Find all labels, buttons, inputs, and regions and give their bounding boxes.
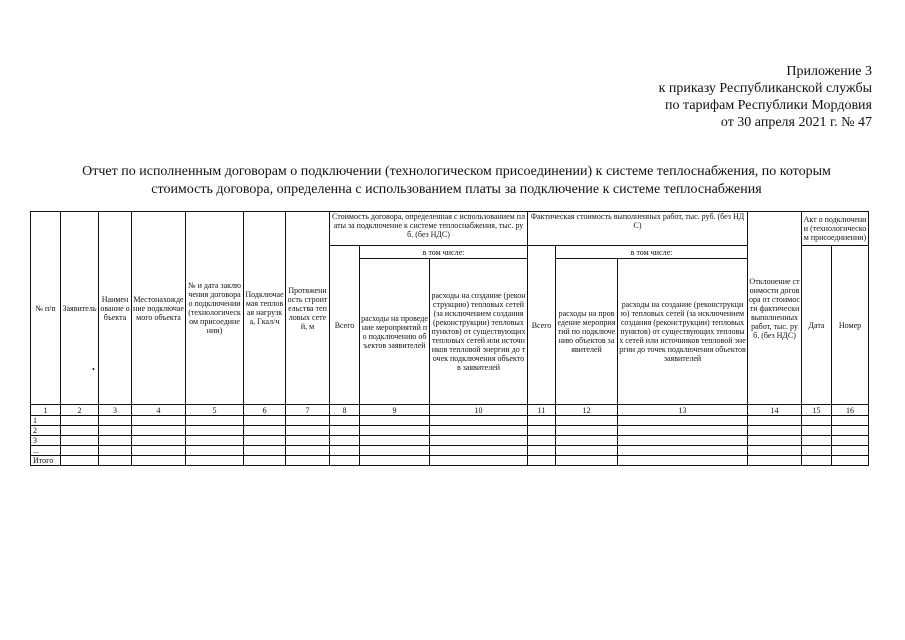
empty-cell — [802, 446, 832, 456]
header-deviation: Отклонение стоимости договора от стоимости фактически выполненных работ, тыс. руб. (без НДС) — [748, 212, 802, 405]
empty-cell — [832, 446, 869, 456]
empty-cell — [186, 446, 244, 456]
header-contract-total: Всего — [330, 246, 360, 405]
header-act-date: Дата — [802, 246, 832, 405]
empty-cell — [556, 456, 618, 466]
empty-cell — [556, 426, 618, 436]
header-actual-total: Всего — [528, 246, 556, 405]
report-title-line-1: Отчет по исполненным договорам о подключении (технологическом присоединении) к системе теплоснабжения, по которым — [82, 164, 831, 179]
bullet-mark: • — [92, 365, 95, 374]
empty-cell — [61, 456, 99, 466]
empty-cell — [430, 426, 528, 436]
empty-cell — [99, 436, 132, 446]
row-label-cell: 3 — [31, 436, 61, 446]
column-number-cell: 2 — [61, 405, 99, 416]
column-number-cell: 10 — [430, 405, 528, 416]
empty-cell — [360, 446, 430, 456]
column-number-cell: 11 — [528, 405, 556, 416]
empty-cell — [556, 416, 618, 426]
empty-cell — [99, 416, 132, 426]
header-connection-act-group: Акт о подключении (технологическом присоединении) — [802, 212, 869, 246]
empty-cell — [330, 436, 360, 446]
empty-cell — [748, 446, 802, 456]
row-label-cell: 2 — [31, 426, 61, 436]
empty-cell — [430, 446, 528, 456]
empty-cell — [832, 426, 869, 436]
column-number-cell: 9 — [360, 405, 430, 416]
empty-cell — [286, 446, 330, 456]
table-row — [31, 456, 869, 466]
empty-cell — [244, 436, 286, 446]
empty-cell — [61, 436, 99, 446]
empty-cell — [132, 436, 186, 446]
empty-cell — [832, 456, 869, 466]
report-table — [30, 211, 869, 466]
table-row — [31, 436, 869, 446]
empty-cell — [430, 436, 528, 446]
column-number-cell: 12 — [556, 405, 618, 416]
empty-cell — [618, 416, 748, 426]
empty-cell — [132, 416, 186, 426]
appendix-line-4: от 30 апреля 2021 г. № 47 — [720, 115, 872, 130]
column-number-cell: 1 — [31, 405, 61, 416]
empty-cell — [99, 456, 132, 466]
column-number-cell: 5 — [186, 405, 244, 416]
empty-cell — [748, 426, 802, 436]
empty-cell — [556, 436, 618, 446]
empty-cell — [61, 446, 99, 456]
table-row — [31, 416, 869, 426]
empty-cell — [286, 416, 330, 426]
empty-cell — [618, 446, 748, 456]
empty-cell — [802, 436, 832, 446]
empty-cell — [330, 446, 360, 456]
header-contract-network-costs: расходы на создание (реконструкцию) тепловых сетей (за исключением создания (реконструкции) тепловых пунктов) от существующих тепловых сетей или источников тепловой энергии до точек подключения объектов заявителей — [430, 259, 528, 405]
empty-cell — [286, 456, 330, 466]
column-number-cell: 16 — [832, 405, 869, 416]
empty-cell — [360, 416, 430, 426]
empty-cell — [618, 436, 748, 446]
header-heat-load: Подключаемая тепловая нагрузка, Гкал/ч — [244, 212, 286, 405]
header-contract-including: в том числе: — [360, 246, 528, 259]
column-number-row — [31, 405, 869, 416]
empty-cell — [802, 426, 832, 436]
empty-cell — [330, 426, 360, 436]
column-number-cell: 6 — [244, 405, 286, 416]
header-applicant: Заявитель — [61, 212, 99, 405]
empty-cell — [132, 446, 186, 456]
empty-cell — [528, 456, 556, 466]
appendix-line-1: Приложение 3 — [786, 64, 872, 79]
column-number-cell: 15 — [802, 405, 832, 416]
table-row — [31, 426, 869, 436]
column-number-cell: 14 — [748, 405, 802, 416]
empty-cell — [832, 416, 869, 426]
report-title — [30, 163, 883, 199]
empty-cell — [430, 456, 528, 466]
empty-cell — [832, 436, 869, 446]
table-row — [31, 446, 869, 456]
column-number-cell: 13 — [618, 405, 748, 416]
empty-cell — [330, 456, 360, 466]
header-contract-number-date: № и дата заключения договора о подключении (технологическом присоединении) — [186, 212, 244, 405]
empty-cell — [61, 416, 99, 426]
header-object-name: Наименование объекта — [99, 212, 132, 405]
appendix-line-3: по тарифам Республики Мордовия — [665, 98, 872, 113]
column-number-cell: 4 — [132, 405, 186, 416]
empty-cell — [286, 436, 330, 446]
empty-cell — [360, 426, 430, 436]
row-label-cell: Итого — [31, 456, 61, 466]
empty-cell — [360, 436, 430, 446]
column-number-cell: 7 — [286, 405, 330, 416]
empty-cell — [330, 416, 360, 426]
row-label-cell: 1 — [31, 416, 61, 426]
appendix-block — [542, 63, 872, 131]
empty-cell — [556, 446, 618, 456]
empty-cell — [528, 416, 556, 426]
empty-cell — [430, 416, 528, 426]
empty-cell — [748, 436, 802, 446]
empty-cell — [748, 456, 802, 466]
empty-cell — [186, 456, 244, 466]
empty-cell — [802, 416, 832, 426]
header-actual-network-costs: расходы на создание (реконструкцию) тепловых сетей (за исключением создания (реконструкции) тепловых пунктов) от существующих тепловых сетей или источников тепловой энергии до точек подключения объектов заявителей — [618, 259, 748, 405]
empty-cell — [132, 426, 186, 436]
empty-cell — [244, 416, 286, 426]
empty-cell — [618, 426, 748, 436]
table-body — [31, 416, 869, 466]
empty-cell — [244, 426, 286, 436]
header-object-location: Местонахождение подключаемого объекта — [132, 212, 186, 405]
empty-cell — [186, 426, 244, 436]
header-network-length: Протяженность строительства тепловых сетей, м — [286, 212, 330, 405]
header-act-number: Номер — [832, 246, 869, 405]
empty-cell — [528, 426, 556, 436]
empty-cell — [802, 456, 832, 466]
empty-cell — [286, 426, 330, 436]
header-row-number: № п/п — [31, 212, 61, 405]
row-label-cell: ... — [31, 446, 61, 456]
header-actual-including: в том числе: — [556, 246, 748, 259]
column-number-cell: 8 — [330, 405, 360, 416]
empty-cell — [528, 446, 556, 456]
header-actual-connection-costs: расходы на проведение мероприятий по подключению объектов заявителей — [556, 259, 618, 405]
empty-cell — [748, 416, 802, 426]
column-number-cell: 3 — [99, 405, 132, 416]
empty-cell — [244, 456, 286, 466]
empty-cell — [186, 416, 244, 426]
empty-cell — [244, 446, 286, 456]
empty-cell — [99, 446, 132, 456]
empty-cell — [186, 436, 244, 446]
empty-cell — [618, 456, 748, 466]
empty-cell — [61, 426, 99, 436]
empty-cell — [360, 456, 430, 466]
appendix-line-2: к приказу Республиканской службы — [658, 81, 872, 96]
header-actual-cost-group: Фактическая стоимость выполненных работ, тыс. руб. (без НДС) — [528, 212, 748, 246]
header-contract-cost-group: Стоимость договора, определенная с использованием платы за подключение к системе теплоснабжения, тыс. руб. (без НДС) — [330, 212, 528, 246]
report-title-line-2: стоимость договора, определенна с использованием платы за подключение к системе теплоснабжения — [151, 182, 762, 197]
empty-cell — [132, 456, 186, 466]
empty-cell — [99, 426, 132, 436]
header-contract-connection-costs: расходы на проведение мероприятий по подключению объектов заявителей — [360, 259, 430, 405]
empty-cell — [528, 436, 556, 446]
